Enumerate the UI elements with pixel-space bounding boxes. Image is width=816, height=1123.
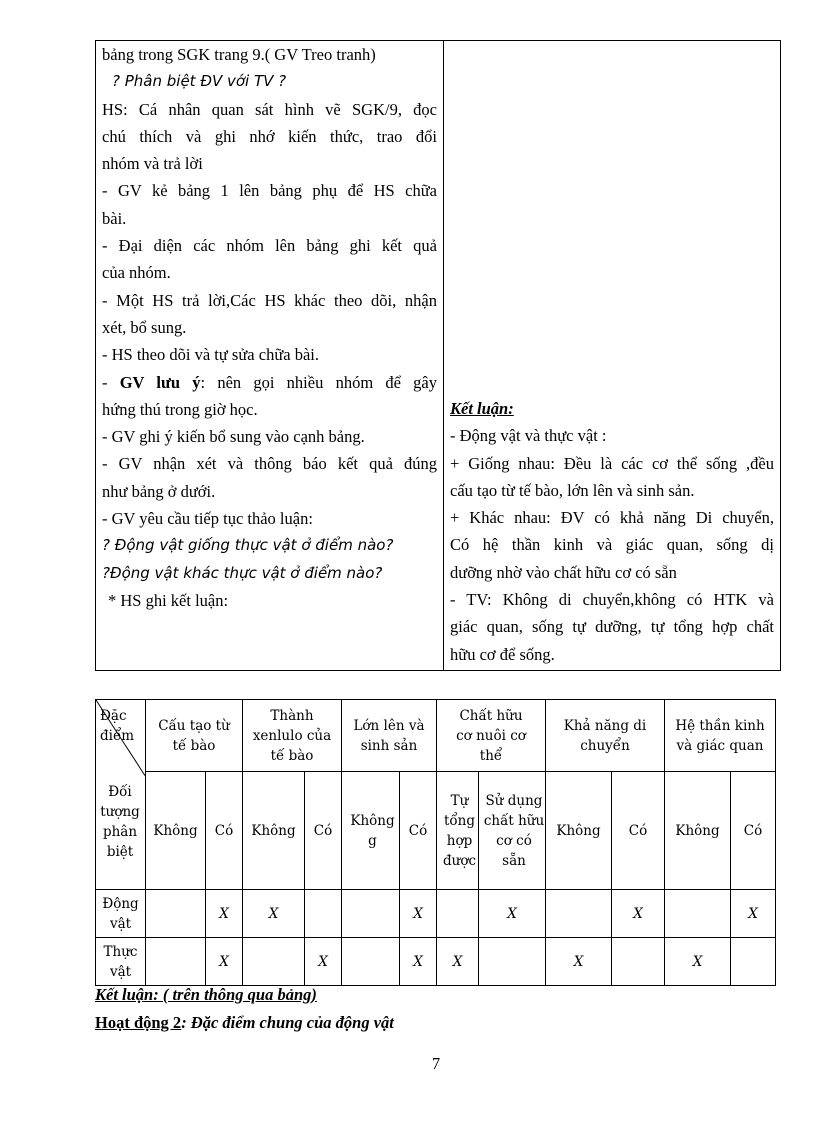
subheader-cell: Không	[243, 772, 305, 890]
text-line: - Động vật và thực vật :	[450, 426, 607, 446]
subheader-cell: Tự tổng hợp được	[437, 772, 479, 890]
corner-cell	[96, 700, 146, 890]
text-line: - Đại diện các nhóm lên bảng ghi kết quả	[102, 236, 437, 256]
table-cell: X	[400, 890, 437, 938]
table-cell: X	[665, 938, 731, 986]
gv-note-rest: : nên gọi nhiều nhóm để gây	[200, 372, 437, 392]
comparison-table	[95, 699, 776, 986]
table-cell: X	[243, 890, 305, 938]
text-line: dưỡng nhờ vào chất hữu cơ có sẵn	[450, 562, 677, 582]
table-cell: X	[479, 890, 546, 938]
subheader-cell: Không	[146, 772, 206, 890]
conclusion-heading: Kết luận:	[450, 399, 514, 418]
table-cell	[342, 890, 400, 938]
table-cell: X	[305, 938, 342, 986]
subheader-cell: Có	[731, 772, 776, 890]
table-row	[96, 890, 776, 938]
table-cell	[437, 890, 479, 938]
table-cell: X	[612, 890, 665, 938]
table-row	[96, 938, 776, 986]
table-cell: X	[400, 938, 437, 986]
text-line: - GV ghi ý kiến bổ sung vào cạnh bảng.	[102, 427, 365, 447]
subheader-cell: Sử dụng chất hữu cơ có sẵn	[479, 772, 546, 890]
subheader-cell: Có	[400, 772, 437, 890]
text-line: - Một HS trả lời,Các HS khác theo dõi, nhận	[102, 290, 437, 310]
text-line: nhóm và trả lời	[102, 154, 203, 174]
table-cell	[546, 890, 612, 938]
row-label: Động vật	[96, 890, 146, 938]
text-line: HS: Cá nhân quan sát hình vẽ SGK/9, đọc	[102, 99, 437, 119]
text-line: bảng trong SGK trang 9.( GV Treo tranh)	[102, 45, 376, 64]
text-line: chú thích và ghi nhớ kiến thức, trao đổi	[102, 126, 437, 146]
header-cell: Hệ thần kinh và giác quan	[665, 700, 776, 772]
table-cell	[305, 890, 342, 938]
text-line: * HS ghi kết luận:	[108, 590, 229, 610]
text-line: hữu cơ để sống.	[450, 644, 555, 664]
table-cell	[243, 938, 305, 986]
activity-heading	[95, 1013, 394, 1033]
header-cell: Thành xenlulo của tế bào	[243, 700, 342, 772]
header-cell: Cấu tạo từ tế bào	[146, 700, 243, 772]
corner-bottom-label: Đối tượng phân biệt	[100, 784, 140, 860]
subheader-cell: Không g	[342, 772, 400, 890]
subheader-cell: Không	[665, 772, 731, 890]
table-cell: X	[731, 890, 776, 938]
table-cell: X	[546, 938, 612, 986]
table-conclusion: Kết luận: ( trên thông qua bảng)	[95, 985, 317, 1004]
gv-note-bold: GV lưu ý	[119, 372, 201, 392]
lesson-table	[95, 40, 781, 671]
activity-title: : Đặc điểm chung của động vật	[181, 1013, 394, 1032]
table-cell	[146, 890, 206, 938]
text-line: hứng thú trong giờ học.	[102, 399, 258, 419]
table-cell	[479, 938, 546, 986]
text-line: - GV nhận xét và thông báo kết quả đúng	[102, 454, 437, 474]
text-line: như bảng ở dưới.	[102, 481, 216, 501]
activity-label: Hoạt động 2	[95, 1013, 182, 1032]
table-cell	[731, 938, 776, 986]
gv-note-line	[102, 369, 437, 396]
row-label: Thực vật	[96, 938, 146, 986]
teacher-student-activities	[96, 41, 444, 670]
text-line: của nhóm.	[102, 263, 171, 283]
text-line: + Giống nhau: Đều là các cơ thể sống ,đều	[450, 453, 774, 473]
text-line: - GV yêu cầu tiếp tục thảo luận:	[102, 509, 313, 529]
table-cell: X	[437, 938, 479, 986]
text-line: bài.	[102, 208, 127, 228]
text-line: xét, bổ sung.	[102, 317, 187, 337]
question-line: ? Phân biệt ĐV với TV ?	[112, 72, 287, 91]
lesson-content	[444, 41, 780, 670]
header-cell: Lớn lên và sinh sản	[342, 700, 437, 772]
subheader-cell: Không	[546, 772, 612, 890]
text-line: - TV: Không di chuyển,không có HTK và	[450, 590, 774, 610]
table-cell	[612, 938, 665, 986]
text-line: + Khác nhau: ĐV có khả năng Di chuyển,	[450, 508, 774, 528]
table-cell: X	[206, 938, 243, 986]
table-cell	[665, 890, 731, 938]
text-line: giác quan, sống tự dưỡng, tự tổng hợp chất	[450, 617, 774, 637]
table-cell	[146, 938, 206, 986]
text-line: - HS theo dõi và tự sửa chữa bài.	[102, 345, 319, 365]
header-cell: Khả năng di chuyển	[546, 700, 665, 772]
table-cell	[342, 938, 400, 986]
table-cell: X	[206, 890, 243, 938]
header-cell: Chất hữu cơ nuôi cơ thể	[437, 700, 546, 772]
text-line: - GV kẻ bảng 1 lên bảng phụ để HS chữa	[102, 181, 437, 201]
text-line: cấu tạo từ tế bào, lớn lên và sinh sản.	[450, 480, 695, 500]
subheader-cell: Có	[612, 772, 665, 890]
page-number: 7	[431, 1054, 441, 1073]
spacer	[450, 41, 774, 395]
subheader-cell: Có	[305, 772, 342, 890]
subheader-cell: Có	[206, 772, 243, 890]
question-line: ?Động vật khác thực vật ở điểm nào?	[102, 563, 383, 582]
text-line: Có hệ thần kinh và giác quan, sống dị	[450, 535, 774, 555]
corner-top-label: Đặc điểm	[100, 708, 135, 744]
gv-note-prefix: -	[102, 372, 120, 392]
question-line: ? Động vật giống thực vật ở điểm nào?	[102, 536, 394, 555]
